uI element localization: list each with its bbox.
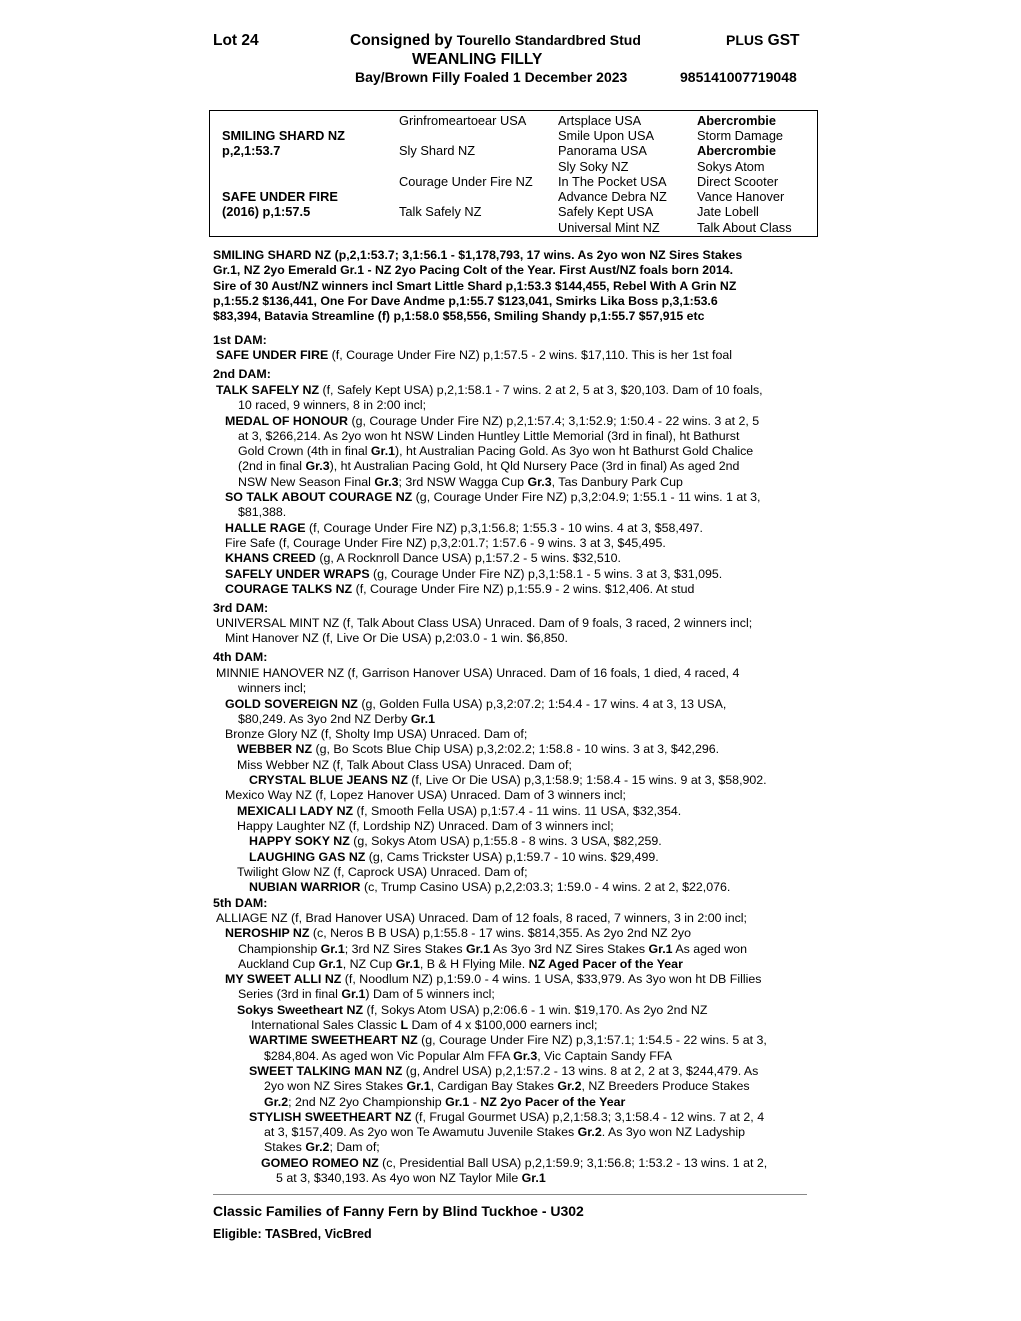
- ss-name: Sokys Sweetheart NZ: [237, 1002, 364, 1017]
- nero-3a: Auckland Cup: [238, 956, 319, 971]
- sire-line-2: Gr.1, NZ 2yo Emerald Gr.1 - NZ 2yo Pacing Colt of the Year. First Aust/NZ foals born 2014.: [213, 263, 734, 278]
- ped-g3-6: Advance Debra NZ: [558, 189, 667, 204]
- lg-text: (g, Cams Trickster USA) p,1:59.7 - 10 wins. $29,499.: [365, 849, 659, 864]
- ss-2a: International Sales Classic: [251, 1018, 401, 1033]
- halle-line: [216, 521, 763, 536]
- msa-line-1: [216, 972, 767, 987]
- stm-2c: , Cardigan Bay Stakes: [430, 1079, 558, 1094]
- ped-dam: SAFE UNDER FIRE: [222, 189, 338, 204]
- suw-name: SAFELY UNDER WRAPS: [225, 566, 370, 581]
- ml-line: [216, 804, 767, 819]
- dam1-heading: 1st DAM:: [213, 333, 267, 347]
- foaled-line: Bay/Brown Filly Foaled 1 December 2023: [355, 69, 628, 85]
- consigned-line: [350, 32, 641, 50]
- moh-3b: Gr.1: [370, 444, 396, 459]
- stm-3c: Gr.1: [445, 1094, 470, 1109]
- moh-line-2: at 3, $266,214. As 2yo won ht NSW Linden Huntley Little Memorial (3rd in final), ht Bathurst: [238, 428, 740, 443]
- ct-name: COURAGE TALKS NZ: [225, 581, 353, 596]
- gr-text-1: (c, Presidential Ball USA) p,2,1:59.9; 3,1:56.8; 1:53.2 - 13 wins. 1 at 2,: [378, 1155, 768, 1170]
- gr-2a: 5 at 3, $340,193. As 4yo won NZ Taylor Mile: [276, 1171, 522, 1186]
- moh-line-3: [216, 444, 763, 459]
- stm-3a: Gr.2: [264, 1094, 289, 1109]
- dam3-block: [216, 616, 752, 647]
- happy-line: Happy Laughter NZ (f, Lordship NZ) Unraced. Dam of 3 winners incl;: [237, 818, 614, 833]
- moh-3c: ), ht Australian Pacing Gold. As 3yo won ht Bathurst Gold Chalice: [395, 444, 754, 459]
- satc-text-1: (g, Courage Under Fire NZ) p,3,2:04.9; 1:55.1 - 11 wins. 1 at 3,: [412, 490, 761, 505]
- dam2-line-2: 10 raced, 9 winners, 8 in 2:00 incl;: [238, 398, 427, 413]
- dam5-block: [216, 911, 767, 1186]
- ws-line-2: [216, 1049, 767, 1064]
- nw-name: NUBIAN WARRIOR: [249, 880, 361, 895]
- moh-line-5: [216, 475, 763, 490]
- misswebber-line: Miss Webber NZ (f, Talk About Class USA) Unraced. Dam of;: [237, 757, 572, 772]
- sex-title: WEANLING FILLY: [412, 51, 543, 68]
- stm-3d: -: [469, 1094, 481, 1109]
- satc-name: SO TALK ABOUT COURAGE NZ: [225, 490, 413, 505]
- ws-2b: Gr.3: [513, 1048, 538, 1063]
- nw-text: (c, Trump Casino USA) p,2,2:03.3; 1:59.0 - 4 wins. 2 at 2, $22,076.: [360, 880, 731, 895]
- gr-line-1: [216, 1156, 767, 1171]
- halle-text: (f, Courage Under Fire NZ) p,3,1:56.8; 1:55.3 - 10 wins. 4 at 3, $58,497.: [305, 520, 703, 535]
- twilight-line: Twilight Glow NZ (f, Caprock USA) Unraced. Dam of;: [237, 864, 528, 879]
- sire-line-5: $83,394, Batavia Streamline (f) p,1:58.0 $58,556, Smiling Shandy p,1:55.7 $57,915 etc: [213, 309, 705, 324]
- family-line: Classic Families of Fanny Fern by Blind Tuckhoe - U302: [213, 1203, 584, 1219]
- hs-line: [216, 834, 767, 849]
- stm-3b: ; 2nd NZ 2yo Championship: [288, 1094, 446, 1109]
- ss-line-2: [216, 1018, 767, 1033]
- gs-2b: Gr.1: [410, 711, 435, 726]
- consigned-label: Consigned by: [350, 32, 453, 49]
- gs-line-2: [216, 712, 767, 727]
- hs-name: HAPPY SOKY NZ: [249, 834, 350, 849]
- stm-2a: 2yo won NZ Sires Stakes: [264, 1079, 407, 1094]
- ct-text: (f, Courage Under Fire NZ) p,1:55.9 - 2 wins. $12,406. At stud: [352, 581, 695, 596]
- sty-2a: at 3, $157,409. As 2yo won Te Awamutu Juvenile Stakes: [264, 1125, 578, 1140]
- cbj-line: [216, 773, 767, 788]
- gs-2a: $80,249. As 3yo 2nd NZ Derby: [238, 711, 411, 726]
- sty-2b: Gr.2: [577, 1125, 602, 1140]
- ped-g4-7: Jate Lobell: [697, 204, 759, 219]
- msa-line-2: [216, 987, 767, 1002]
- webber-line: [216, 742, 767, 757]
- dam3-line-2: Mint Hanover NZ (f, Live Or Die USA) p,2:03.0 - 1 win. $6,850.: [225, 631, 568, 646]
- nero-2g: As aged won: [672, 941, 747, 956]
- moh-5d: Gr.3: [527, 474, 552, 489]
- sire-line-1: SMILING SHARD NZ (p,2,1:53.7; 3,1:56.1 - $1,178,793, 17 wins. As 2yo won NZ Sires Stakes: [213, 248, 743, 262]
- gs-name: GOLD SOVEREIGN NZ: [225, 696, 358, 711]
- ped-g3-5: In The Pocket USA: [558, 174, 667, 189]
- dam1-line: [216, 348, 732, 363]
- ped-g4-4: Sokys Atom: [697, 159, 765, 174]
- stm-line-3: [216, 1095, 767, 1110]
- dam4-line-2: winners incl;: [238, 681, 307, 696]
- moh-line-1: [216, 414, 763, 429]
- footer-divider: [213, 1194, 807, 1195]
- cbj-text: (f, Live Or Die USA) p,3,1:58.9; 1:58.4 - 15 wins. 9 at 3, $58,902.: [407, 773, 767, 788]
- sty-line-3: [216, 1140, 767, 1155]
- ped-g4-6: Vance Hanover: [697, 189, 785, 204]
- ped-g3-1: Artsplace USA: [558, 113, 642, 128]
- msa-name: MY SWEET ALLI NZ: [225, 972, 342, 987]
- gst-line: [726, 32, 800, 50]
- msa-text-1: (f, Noodlum NZ) p,1:59.0 - 4 wins. 1 USA, $33,979. As 3yo won ht DB Fillies: [341, 972, 762, 987]
- ped-g2-2: Sly Shard NZ: [399, 143, 476, 158]
- moh-5c: ; 3rd NSW Wagga Cup: [398, 474, 528, 489]
- ws-2c: , Vic Captain Sandy FFA: [537, 1048, 672, 1063]
- nero-3f: NZ Aged Pacer of the Year: [528, 956, 683, 971]
- gs-line-1: [216, 697, 767, 712]
- moh-line-4: [216, 459, 763, 474]
- dam5-line-1: ALLIAGE NZ (f, Brad Hanover USA) Unraced. Dam of 12 foals, 8 raced, 7 winners, 3 in 2:00 incl;: [216, 911, 747, 925]
- halle-name: HALLE RAGE: [225, 520, 306, 535]
- msa-2a: Series (3rd in final: [238, 987, 342, 1002]
- stm-line-1: [216, 1064, 767, 1079]
- bronze-line: Bronze Glory NZ (f, Sholty Imp USA) Unraced. Dam of;: [225, 727, 528, 742]
- nero-line-2: [216, 942, 767, 957]
- nero-2b: Gr.1: [320, 941, 345, 956]
- nero-2d: Gr.1: [465, 941, 491, 956]
- msa-2c: ) Dam of 5 winners incl;: [365, 987, 495, 1002]
- webber-name: WEBBER NZ: [237, 742, 313, 757]
- satc-line-2: $81,388.: [238, 505, 287, 520]
- moh-name: MEDAL OF HONOUR: [225, 413, 348, 428]
- hs-text: (g, Sokys Atom USA) p,1:55.8 - 8 wins. 3 USA, $82,259.: [349, 834, 662, 849]
- ss-2b: L: [400, 1018, 409, 1033]
- sty-name: STYLISH SWEETHEART NZ: [249, 1109, 412, 1124]
- nw-line: [216, 880, 767, 895]
- dam2-block: [216, 383, 763, 597]
- sty-line-1: [216, 1110, 767, 1125]
- ml-name: MEXICALI LADY NZ: [237, 803, 354, 818]
- ped-g2-3: Courage Under Fire NZ: [399, 174, 533, 189]
- moh-3a: Gold Crown (4th in final: [238, 444, 371, 459]
- nero-2e: As 3yo 3rd NZ Sires Stakes: [490, 941, 649, 956]
- sty-3a: Stakes: [264, 1140, 306, 1155]
- ped-g3-7: Safely Kept USA: [558, 204, 654, 219]
- gr-line-2: [216, 1171, 767, 1186]
- khans-name: KHANS CREED: [225, 551, 316, 566]
- nero-text-1: (c, Neros B B USA) p,1:55.8 - 17 wins. $814,355. As 2yo 2nd NZ 2yo: [309, 926, 692, 941]
- stm-name: SWEET TALKING MAN NZ: [249, 1063, 403, 1078]
- ped-g4-5: Direct Scooter: [697, 174, 779, 189]
- dam4-heading: 4th DAM:: [213, 650, 268, 664]
- lg-line: [216, 850, 767, 865]
- gr-2b: Gr.1: [521, 1171, 546, 1186]
- ped-g4-8: Talk About Class: [697, 220, 792, 235]
- gs-text-1: (g, Golden Fulla USA) p,3,2:07.2; 1:54.4 - 17 wins. 4 at 3, 13 USA,: [357, 696, 727, 711]
- dam3-line-1: UNIVERSAL MINT NZ (f, Talk About Class USA) Unraced. Dam of 9 foals, 3 raced, 2 winners incl;: [216, 616, 753, 630]
- satc-line-1: [216, 490, 763, 505]
- ped-g3-4: Sly Soky NZ: [558, 159, 629, 174]
- moh-5e: , Tas Danbury Park Cup: [551, 474, 683, 489]
- stm-2e: , NZ Breeders Produce Stakes: [581, 1079, 750, 1094]
- sty-2c: . As 3yo won NZ Ladyship: [601, 1125, 746, 1140]
- gst-label: PLUS: [726, 32, 764, 48]
- dam4-block: [216, 666, 767, 895]
- ws-line-1: [216, 1033, 767, 1048]
- ped-sire: SMILING SHARD NZ: [222, 128, 345, 143]
- nero-2c: ; 3rd NZ Sires Stakes: [344, 941, 466, 956]
- sire-paragraph: [213, 248, 742, 324]
- sty-3c: ; Dam of;: [329, 1140, 380, 1155]
- nero-2a: Championship: [238, 941, 321, 956]
- gr-name: GOMEO ROMEO NZ: [261, 1155, 379, 1170]
- dam4-line-1: MINNIE HANOVER NZ (f, Garrison Hanover USA) Unraced. Dam of 16 foals, 1 died, 4 raced, 4: [216, 666, 740, 680]
- sty-text-1: (f, Frugal Gourmet USA) p,2,1:58.3; 3,1:58.4 - 12 wins. 7 at 2, 4: [411, 1109, 765, 1124]
- stm-text-1: (g, Andrel USA) p,2,1:57.2 - 13 wins. 8 at 2, 2 at 3, $244,479. As: [402, 1063, 759, 1078]
- khans-line: [216, 551, 763, 566]
- moh-5b: Gr.3: [374, 474, 399, 489]
- sty-line-2: [216, 1125, 767, 1140]
- pedigree-table: [209, 110, 818, 237]
- nero-2f: Gr.1: [648, 941, 673, 956]
- ped-g4-3: Abercrombie: [697, 143, 776, 158]
- ped-dam-record: (2016) p,1:57.5: [222, 204, 311, 219]
- firesafe-line: Fire Safe (f, Courage Under Fire NZ) p,3,2:01.7; 1:57.6 - 9 wins. 3 at 3, $45,495.: [225, 535, 666, 550]
- lot-number: Lot 24: [213, 32, 259, 49]
- nero-name: NEROSHIP NZ: [225, 926, 310, 941]
- sire-line-4: p,1:55.2 $136,441, One For Dave Andme p,1:55.7 $123,041, Smirks Lika Boss p,3,1:53.6: [213, 293, 718, 308]
- lg-name: LAUGHING GAS NZ: [249, 849, 366, 864]
- ml-text: (f, Smooth Fella USA) p,1:57.4 - 11 wins. 11 USA, $32,354.: [353, 803, 682, 818]
- nero-3c: , NZ Cup: [342, 956, 396, 971]
- stm-2d: Gr.2: [557, 1079, 582, 1094]
- dam1-name: SAFE UNDER FIRE: [216, 348, 329, 362]
- ss-line-1: [216, 1003, 767, 1018]
- ped-g3-8: Universal Mint NZ: [558, 220, 660, 235]
- suw-text: (g, Courage Under Fire NZ) p,3,1:58.1 - 5 wins. 3 at 3, $31,095.: [369, 566, 723, 581]
- ped-g4-1: Abercrombie: [697, 113, 776, 128]
- microchip: 985141007719048: [680, 69, 797, 85]
- suw-line: [216, 567, 763, 582]
- ped-g3-3: Panorama USA: [558, 143, 647, 158]
- dam2-name: TALK SAFELY NZ: [216, 383, 320, 397]
- consignor: Tourello Standardbred Stud: [456, 32, 641, 48]
- ws-2a: $284,804. As aged won Vic Popular Alm FFA: [264, 1048, 514, 1063]
- stm-3e: NZ 2yo Pacer of the Year: [480, 1094, 626, 1109]
- moh-text-1: (g, Courage Under Fire NZ) p,2,1:57.4; 3,1:52.9; 1:50.4 - 22 wins. 3 at 2, 5: [348, 413, 760, 428]
- dam5-heading: 5th DAM:: [213, 896, 268, 910]
- sty-3b: Gr.2: [305, 1140, 330, 1155]
- ped-g2-1: Grinfromeartoear USA: [399, 113, 527, 128]
- nero-3e: , B & H Flying Mile.: [419, 956, 529, 971]
- ws-name: WARTIME SWEETHEART NZ: [249, 1033, 418, 1048]
- khans-text: (g, A Rocknroll Dance USA) p,1:57.2 - 5 wins. $32,510.: [315, 551, 621, 566]
- nero-3b: Gr.1: [318, 956, 343, 971]
- gst: GST: [767, 32, 800, 49]
- mexico-line: Mexico Way NZ (f, Lopez Hanover USA) Unraced. Dam of 3 winners incl;: [225, 788, 626, 803]
- ct-line: [216, 582, 763, 597]
- nero-line-1: [216, 926, 767, 941]
- cbj-name: CRYSTAL BLUE JEANS NZ: [249, 773, 408, 788]
- dam3-heading: 3rd DAM:: [213, 601, 269, 615]
- moh-4a: (2nd in final: [238, 459, 306, 474]
- dam2-line-1: [216, 383, 763, 398]
- dam2-text: (f, Safely Kept USA) p,2,1:58.1 - 7 wins. 2 at 2, 5 at 3, $20,103. Dam of 10 foals,: [319, 383, 763, 397]
- ped-g2-4: Talk Safely NZ: [399, 204, 482, 219]
- stm-2b: Gr.1: [406, 1079, 431, 1094]
- ss-2c: Dam of 4 x $100,000 earners incl;: [408, 1018, 598, 1033]
- ped-sire-record: p,2,1:53.7: [222, 143, 281, 158]
- webber-text: (g, Bo Scots Blue Chip USA) p,3,2:02.2; 1:58.8 - 10 wins. 3 at 3, $42,296.: [312, 742, 720, 757]
- nero-line-3: [216, 957, 767, 972]
- ped-g4-2: Storm Damage: [697, 128, 784, 143]
- dam1-text: (f, Courage Under Fire NZ) p,1:57.5 - 2 wins. $17,110. This is her 1st foal: [328, 348, 733, 362]
- moh-5a: NSW New Season Final: [238, 474, 375, 489]
- ws-text-1: (g, Courage Under Fire NZ) p,3,1:57.1; 1:54.5 - 22 wins. 5 at 3,: [417, 1033, 767, 1048]
- ped-g3-2: Smile Upon USA: [558, 128, 655, 143]
- eligible-line: Eligible: TASBred, VicBred: [213, 1227, 372, 1241]
- msa-2b: Gr.1: [341, 987, 366, 1002]
- moh-4c: ), ht Australian Pacing Gold, ht Qld Nursery Pace (3rd in final) As aged 2nd: [329, 459, 740, 474]
- ss-text-1: (f, Sokys Atom USA) p,2:06.6 - 1 win. $19,170. As 2yo 2nd NZ: [363, 1002, 708, 1017]
- stm-line-2: [216, 1079, 767, 1094]
- sire-line-3: Sire of 30 Aust/NZ winners incl Smart Little Shard p,1:53.3 $144,455, Rebel With A Grin NZ: [213, 278, 737, 293]
- dam2-heading: 2nd DAM:: [213, 367, 271, 381]
- moh-4b: Gr.3: [305, 459, 330, 474]
- nero-3d: Gr.1: [395, 956, 420, 971]
